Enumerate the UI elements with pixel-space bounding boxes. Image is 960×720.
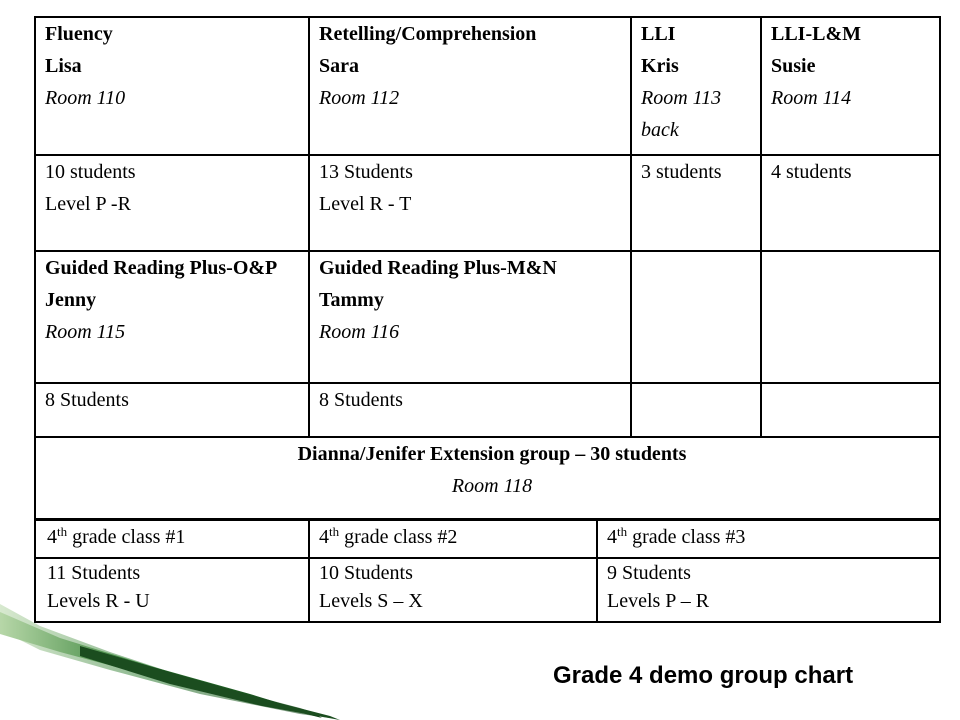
student-count: 13 Students [319, 161, 413, 183]
level-range: Level R - T [319, 193, 412, 215]
grade-ordinal: th [57, 524, 68, 539]
class-header-row [35, 520, 940, 558]
class-label: grade class #3 [627, 526, 746, 548]
student-count: 8 Students [319, 389, 403, 411]
level-range: Levels P – R [607, 590, 710, 612]
room-label: Room 116 [319, 321, 400, 343]
group-title: Fluency [45, 23, 113, 45]
room-label: Room 115 [45, 321, 126, 343]
class-label-cell [597, 520, 940, 558]
count-cell [309, 155, 631, 251]
teacher-name: Jenny [45, 289, 97, 311]
group-title: LLI [641, 23, 676, 45]
header-cell-lli [631, 17, 761, 155]
grade-number: 4 [607, 526, 617, 548]
group-title: Retelling/Comprehension [319, 23, 537, 45]
student-count: 4 students [771, 161, 852, 183]
count-cell [761, 155, 940, 251]
group-table [34, 16, 941, 520]
group-title: LLI-L&M [771, 23, 861, 45]
room-label: Room 114 [771, 87, 852, 109]
guided-counts-row [35, 383, 940, 437]
count-cell [309, 383, 631, 437]
guided-cell-mn [309, 251, 631, 383]
room-label: Room 118 [451, 475, 533, 497]
extension-title: Dianna/Jenifer Extension group – 30 students [297, 443, 687, 465]
teacher-name: Kris [641, 55, 679, 77]
student-count: 3 students [641, 161, 722, 183]
room-label: Room 110 [45, 87, 126, 109]
grade-ordinal: th [329, 524, 340, 539]
header-cell-lli-lm [761, 17, 940, 155]
empty-cell [761, 383, 940, 437]
header-counts-row [35, 155, 940, 251]
extension-cell [35, 437, 940, 519]
group-title: Guided Reading Plus-M&N [319, 257, 557, 279]
student-count: 11 Students [47, 562, 141, 584]
empty-cell [761, 251, 940, 383]
student-count: 9 Students [607, 562, 691, 584]
student-count: 8 Students [45, 389, 129, 411]
group-title: Guided Reading Plus-O&P [45, 257, 278, 279]
empty-cell [631, 251, 761, 383]
room-label: Room 113 back [641, 87, 722, 141]
room-label: Room 112 [319, 87, 400, 109]
grade-ordinal: th [617, 524, 628, 539]
class-label-cell [309, 520, 597, 558]
header-cell-fluency [35, 17, 309, 155]
level-range: Level P -R [45, 193, 131, 215]
grade-number: 4 [47, 526, 57, 548]
teacher-name: Susie [771, 55, 816, 77]
class-label-cell [35, 520, 309, 558]
teacher-name: Lisa [45, 55, 82, 77]
header-row [35, 17, 940, 155]
decorative-arrow-graphic [0, 590, 360, 720]
teacher-name: Tammy [319, 289, 384, 311]
arrow-shade-shape [0, 604, 330, 718]
class-label: grade class #2 [339, 526, 458, 548]
level-range: Levels R - U [47, 590, 150, 612]
chart-caption: Grade 4 demo group chart [553, 662, 854, 689]
class-count-cell [597, 558, 940, 622]
extension-row [35, 437, 940, 519]
count-cell [631, 155, 761, 251]
empty-cell [631, 383, 761, 437]
student-count: 10 students [45, 161, 136, 183]
level-range: Levels S – X [319, 590, 423, 612]
count-cell [35, 155, 309, 251]
count-cell [35, 383, 309, 437]
guided-reading-row [35, 251, 940, 383]
grade-number: 4 [319, 526, 329, 548]
teacher-name: Sara [319, 55, 359, 77]
guided-cell-op [35, 251, 309, 383]
header-cell-retelling [309, 17, 631, 155]
student-count: 10 Students [319, 562, 413, 584]
class-label: grade class #1 [67, 526, 186, 548]
